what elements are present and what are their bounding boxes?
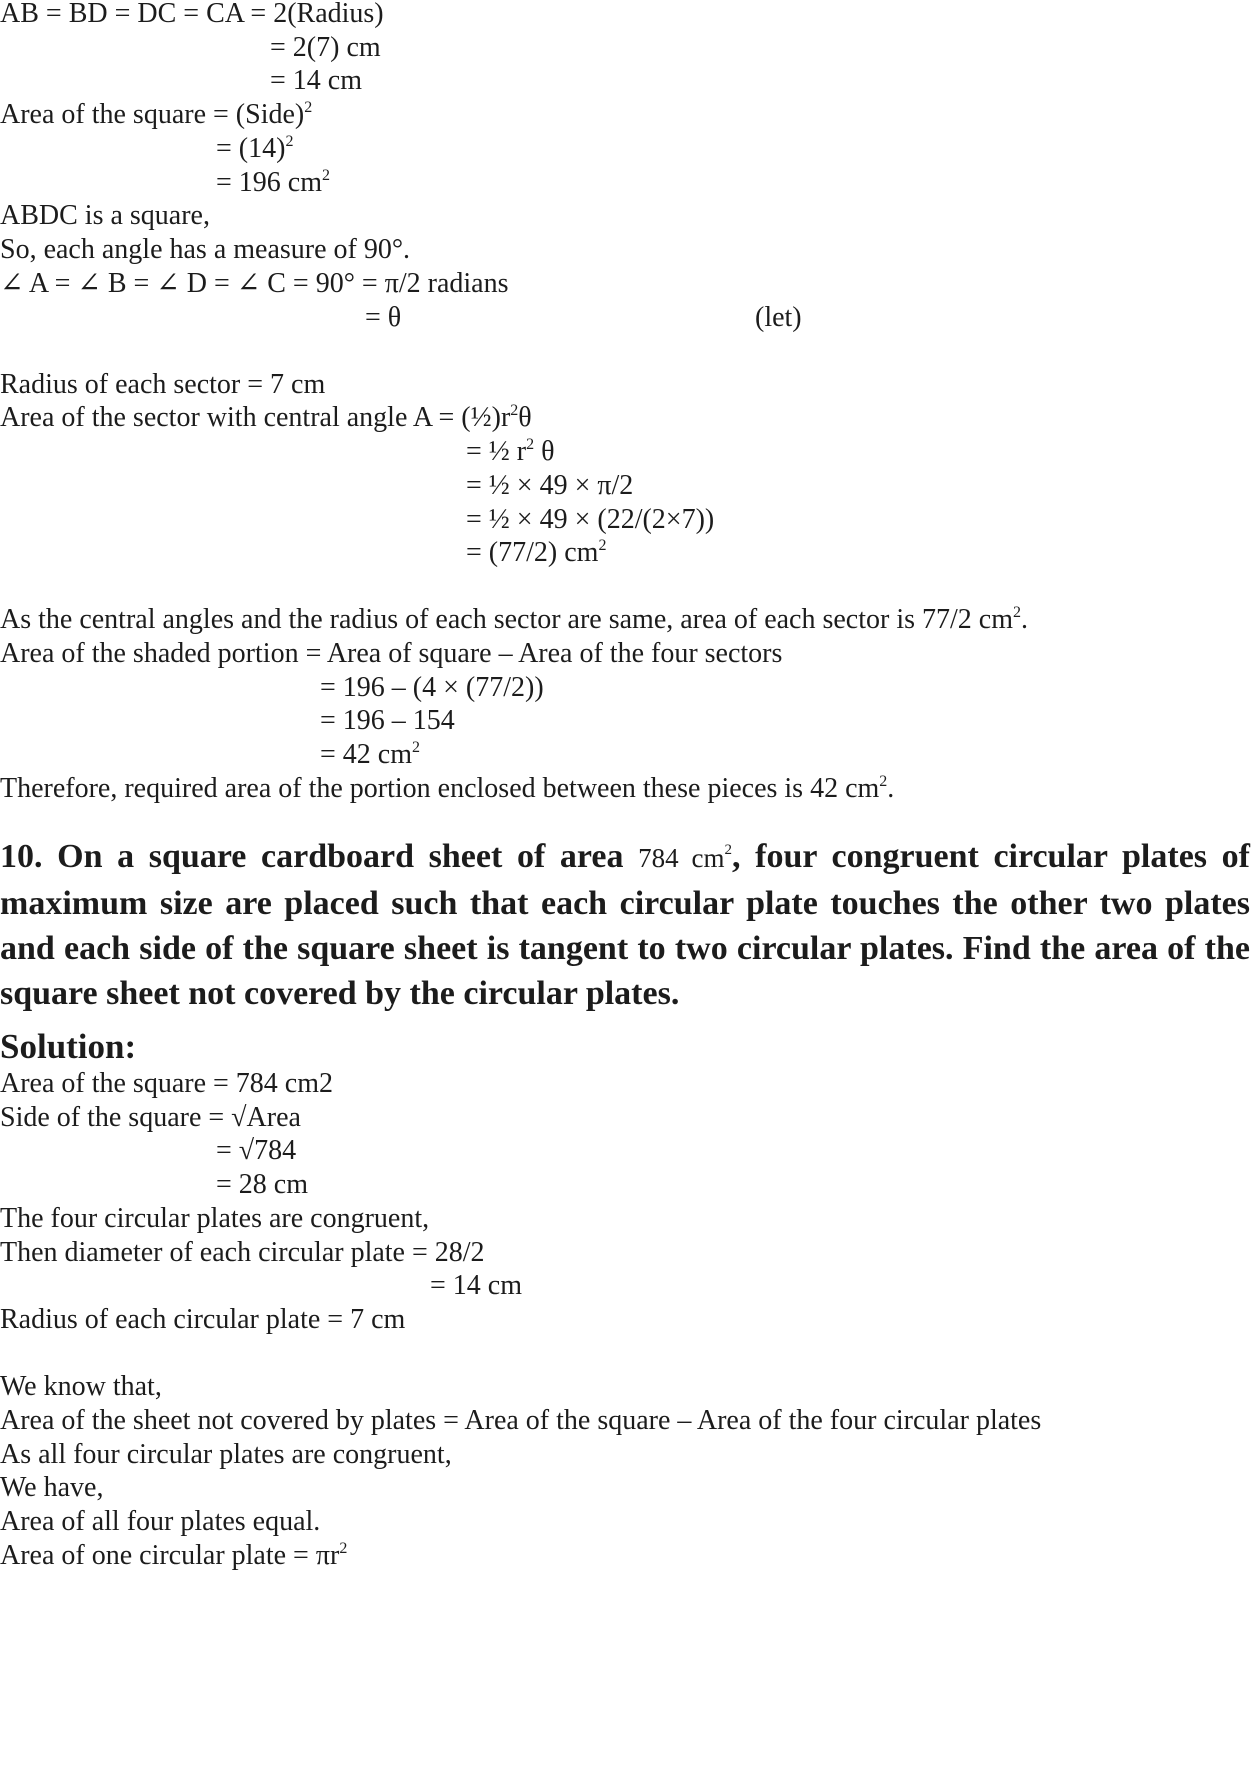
text-line: = 2(7) cm: [270, 32, 381, 63]
text-line: = √784: [216, 1135, 297, 1166]
text-line: = ½ $r^2$ θ: [466, 436, 555, 467]
text-line: Area of the square = 784 cm2: [0, 1068, 334, 1099]
text-line: Area of the square = (Side)$^2$: [0, 99, 313, 130]
text-line: = 196 $cm^2$: [216, 167, 330, 198]
text-line: Then diameter of each circular plate = 28/2: [0, 1237, 485, 1268]
text-line: = 196 – (4 × (77/2)): [320, 672, 544, 703]
text-line: = 196 – 154: [320, 705, 455, 736]
question-area-value: 784 $cm^2$: [638, 842, 732, 873]
text-line: AB = BD = DC = CA = 2(Radius): [0, 0, 384, 29]
text-line: We have,: [0, 1472, 104, 1503]
text-line: Area of the sector with central angle $A = (\frac{1}{2})r^2\theta$: [0, 402, 532, 433]
text-line: = θ: [365, 302, 402, 333]
text-line: ∠ A = ∠ B = ∠ D = ∠ C = 90° = π/2 radians: [0, 268, 509, 299]
text-line: = ½ × 49 × (22/(2×7)): [466, 504, 715, 535]
question-10: 10. On a square cardboard sheet of area 784 $cm^2$, four congruent circular plates of maximum size are placed such that each circular plate touches the other two plates and each side of the square sheet is tangent to two circular plates. Find the area of the square sheet not covered by the circular plates.: [0, 838, 1250, 1012]
text-line: ABDC is a square,: [0, 200, 210, 231]
text-line: Area of all four plates equal.: [0, 1506, 321, 1537]
text-line: The four circular plates are congruent,: [0, 1203, 430, 1234]
text-line: Area of one circular plate = $\pi r^2$: [0, 1540, 348, 1571]
text-line: We know that,: [0, 1371, 162, 1402]
text-line: = ½ × 49 × π/2: [466, 470, 634, 501]
text-line: Radius of each sector = 7 cm: [0, 369, 326, 400]
text-line: So, each angle has a measure of 90°.: [0, 234, 411, 265]
text-line: As all four circular plates are congruent,: [0, 1439, 452, 1470]
text-line: Area of the shaded portion = Area of square – Area of the four sectors: [0, 638, 783, 669]
text-line: (let): [755, 302, 802, 333]
text-line: Radius of each circular plate = 7 cm: [0, 1304, 406, 1335]
text-line: As the central angles and the radius of each sector are same, area of each sector is 77/2 $cm^2$.: [0, 604, 1028, 635]
text-line: = 14 cm: [430, 1270, 522, 1301]
text-line: Side of the square = √Area: [0, 1102, 301, 1133]
text-line: = $(14)^2$: [216, 133, 294, 164]
text-line: Area of the sheet not covered by plates = Area of the square – Area of the four circular plates: [0, 1405, 1042, 1436]
solution-heading: Solution:: [0, 1027, 137, 1066]
text-line: Therefore, required area of the portion enclosed between these pieces is 42 $cm^2$.: [0, 773, 895, 804]
text-line: = 42 $cm^2$: [320, 739, 420, 770]
text-line: = 28 cm: [216, 1169, 308, 1200]
text-line: = 14 cm: [270, 65, 362, 96]
text-line: = (77/2) $cm^2$: [466, 537, 607, 568]
